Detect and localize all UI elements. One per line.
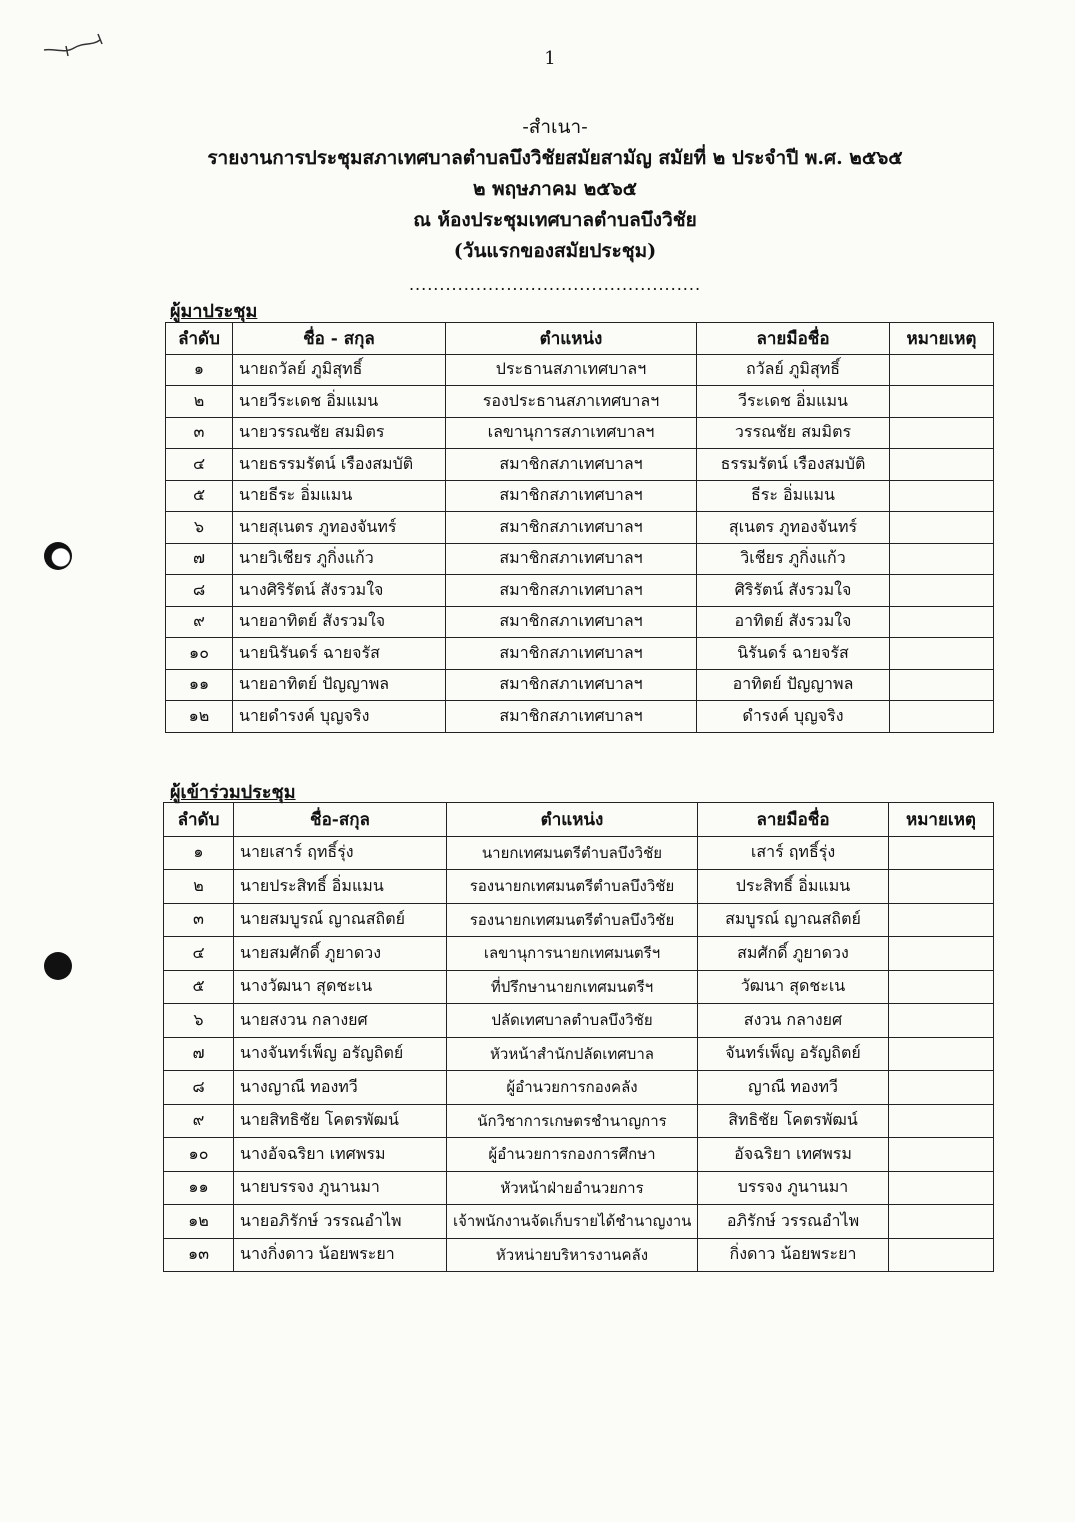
row-signature: บรรจง ภูนานมา — [698, 1171, 889, 1205]
row-position: สมาชิกสภาเทศบาลฯ — [446, 449, 697, 481]
row-order-number: ๙ — [164, 1104, 234, 1138]
row-position: สมาชิกสภาเทศบาลฯ — [446, 606, 697, 638]
table-row — [166, 543, 994, 575]
row-name: นายธรรมรัตน์ เรืองสมบัติ — [233, 449, 446, 481]
row-position: รองประธานสภาเทศบาลฯ — [446, 386, 697, 418]
table-row — [164, 970, 994, 1004]
document-header — [0, 112, 1075, 300]
row-signature: จันทร์เพ็ญ อรัญถิตย์ — [698, 1037, 889, 1071]
table-row — [164, 1138, 994, 1172]
row-signature: วรรณชัย สมมิตร — [697, 417, 890, 449]
row-remark — [889, 1037, 994, 1071]
row-remark — [890, 480, 994, 512]
row-position: เลขานุการสภาเทศบาลฯ — [446, 417, 697, 449]
row-signature: สงวน กลางยศ — [698, 1004, 889, 1038]
participants-section-title: ผู้เข้าร่วมประชุม — [170, 782, 296, 803]
table-row — [164, 1238, 994, 1272]
row-signature: ถวัลย์ ภูมิสุทธิ์ — [697, 354, 890, 386]
row-remark — [889, 903, 994, 937]
row-name: นายบรรจง ภูนานมา — [234, 1171, 447, 1205]
row-name: นายสงวน กลางยศ — [234, 1004, 447, 1038]
row-remark — [890, 386, 994, 418]
row-name: นายสมบูรณ์ ญาณสถิตย์ — [234, 903, 447, 937]
row-position: เลขานุการนายกเทศมนตรีฯ — [447, 937, 698, 971]
row-position: ผู้อำนวยการกองคลัง — [447, 1071, 698, 1105]
column-header-order: ลำดับ — [164, 803, 234, 837]
row-order-number: ๙ — [166, 606, 233, 638]
header-divider: ................................................ — [408, 275, 702, 294]
row-order-number: ๔ — [164, 937, 234, 971]
session-note: (วันแรกของสมัยประชุม) — [453, 240, 657, 262]
row-name: นางศิริรัตน์ สังรวมใจ — [233, 575, 446, 607]
row-signature: ศิริรัตน์ สังรวมใจ — [697, 575, 890, 607]
table-row — [164, 1205, 994, 1239]
row-name: นายวีระเดช อิ่มแมน — [233, 386, 446, 418]
row-order-number: ๒ — [166, 386, 233, 418]
attendees-table — [165, 322, 994, 733]
row-name: นายประสิทธิ์ อิ่มแมน — [234, 870, 447, 904]
row-order-number: ๕ — [164, 970, 234, 1004]
column-header-name: ชื่อ-สกุล — [234, 803, 447, 837]
row-signature: วิเชียร ภูกิ่งแก้ว — [697, 543, 890, 575]
row-signature: สิทธิชัย โคตรพัฒน์ — [698, 1104, 889, 1138]
row-name: นายนิรันดร์ ฉายจรัส — [233, 638, 446, 670]
row-signature: นิรันดร์ ฉายจรัส — [697, 638, 890, 670]
row-name: นางกิ่งดาว น้อยพระยา — [234, 1238, 447, 1272]
row-remark — [889, 970, 994, 1004]
column-header-position: ตำแหน่ง — [446, 323, 697, 355]
row-name: นางวัฒนา สุดชะเน — [234, 970, 447, 1004]
meeting-venue: ณ ห้องประชุมเทศบาลตำบลบึงวิชัย — [413, 209, 697, 231]
row-order-number: ๓ — [166, 417, 233, 449]
attendees-section-title: ผู้มาประชุม — [170, 301, 258, 322]
row-name: นางญาณี ทองทวี — [234, 1071, 447, 1105]
row-name: นายดำรงค์ บุญจริง — [233, 701, 446, 733]
row-signature: วัฒนา สุดชะเน — [698, 970, 889, 1004]
row-order-number: ๑๒ — [166, 701, 233, 733]
table-row — [164, 1071, 994, 1105]
document-title: รายงานการประชุมสภาเทศบาลตำบลบึงวิชัยสมัยสามัญ สมัยที่ ๒ ประจำปี พ.ศ. ๒๕๖๕ — [207, 147, 903, 169]
table-row — [164, 1171, 994, 1205]
table-row — [166, 417, 994, 449]
row-order-number: ๖ — [164, 1004, 234, 1038]
row-signature: วีระเดช อิ่มแมน — [697, 386, 890, 418]
row-position: ประธานสภาเทศบาลฯ — [446, 354, 697, 386]
column-header-order: ลำดับ — [166, 323, 233, 355]
row-position: นายกเทศมนตรีตำบลบึงวิชัย — [447, 836, 698, 870]
row-remark — [890, 417, 994, 449]
table-row — [166, 575, 994, 607]
row-signature: ดำรงค์ บุญจริง — [697, 701, 890, 733]
row-name: นายสุเนตร ภูทองจันทร์ — [233, 512, 446, 544]
row-order-number: ๒ — [164, 870, 234, 904]
row-remark — [889, 870, 994, 904]
row-name: นายอภิรักษ์ วรรณอำไพ — [234, 1205, 447, 1239]
row-position: สมาชิกสภาเทศบาลฯ — [446, 512, 697, 544]
row-remark — [890, 449, 994, 481]
row-signature: ธีระ อิ่มแมน — [697, 480, 890, 512]
table-row — [166, 449, 994, 481]
table-row — [164, 903, 994, 937]
row-remark — [890, 543, 994, 575]
row-position: ที่ปรึกษานายกเทศมนตรีฯ — [447, 970, 698, 1004]
row-name: นายอาทิตย์ ปัญญาพล — [233, 669, 446, 701]
row-signature: สมบูรณ์ ญาณสถิตย์ — [698, 903, 889, 937]
row-position: สมาชิกสภาเทศบาลฯ — [446, 543, 697, 575]
row-position: ผู้อำนวยการกองการศึกษา — [447, 1138, 698, 1172]
row-order-number: ๖ — [166, 512, 233, 544]
row-signature: อภิรักษ์ วรรณอำไพ — [698, 1205, 889, 1239]
column-header-signature: ลายมือชื่อ — [697, 323, 890, 355]
row-remark — [889, 937, 994, 971]
table-row — [166, 606, 994, 638]
row-signature: ประสิทธิ์ อิ่มแมน — [698, 870, 889, 904]
row-remark — [889, 1004, 994, 1038]
row-order-number: ๘ — [164, 1071, 234, 1105]
row-signature: อัจฉริยา เทศพรม — [698, 1138, 889, 1172]
meeting-date: ๒ พฤษภาคม ๒๕๖๕ — [472, 178, 638, 200]
copy-label: -สำเนา- — [522, 116, 588, 138]
column-header-remark: หมายเหตุ — [890, 323, 994, 355]
row-position: สมาชิกสภาเทศบาลฯ — [446, 669, 697, 701]
table-row — [164, 937, 994, 971]
row-order-number: ๓ — [164, 903, 234, 937]
row-position: หัวหน้าสำนักปลัดเทศบาล — [447, 1037, 698, 1071]
punch-hole-icon — [44, 542, 72, 570]
row-signature: อาทิตย์ สังรวมใจ — [697, 606, 890, 638]
row-name: นางอัจฉริยา เทศพรม — [234, 1138, 447, 1172]
row-remark — [890, 606, 994, 638]
row-order-number: ๑ — [166, 354, 233, 386]
row-position: สมาชิกสภาเทศบาลฯ — [446, 638, 697, 670]
page-number: 1 — [544, 48, 556, 69]
row-signature: สุเนตร ภูทองจันทร์ — [697, 512, 890, 544]
table-row — [166, 386, 994, 418]
row-position: หัวหน้าฝ่ายอำนวยการ — [447, 1171, 698, 1205]
column-header-signature: ลายมือชื่อ — [698, 803, 889, 837]
table-row — [166, 354, 994, 386]
table-header-row — [166, 323, 994, 355]
row-remark — [890, 638, 994, 670]
row-remark — [889, 1104, 994, 1138]
row-position: สมาชิกสภาเทศบาลฯ — [446, 701, 697, 733]
table-row — [166, 669, 994, 701]
row-signature: กิ่งดาว น้อยพระยา — [698, 1238, 889, 1272]
row-order-number: ๘ — [166, 575, 233, 607]
row-order-number: ๑ — [164, 836, 234, 870]
row-name: นายวิเชียร ภูกิ่งแก้ว — [233, 543, 446, 575]
row-signature: สมศักดิ์ ภูยาดวง — [698, 937, 889, 971]
row-remark — [889, 1171, 994, 1205]
row-order-number: ๑๑ — [166, 669, 233, 701]
row-order-number: ๑๑ — [164, 1171, 234, 1205]
table-row — [166, 701, 994, 733]
table-row — [164, 1004, 994, 1038]
row-remark — [890, 512, 994, 544]
row-order-number: ๑๓ — [164, 1238, 234, 1272]
row-order-number: ๕ — [166, 480, 233, 512]
row-order-number: ๑๐ — [166, 638, 233, 670]
row-order-number: ๗ — [166, 543, 233, 575]
row-name: นายวรรณชัย สมมิตร — [233, 417, 446, 449]
table-row — [166, 480, 994, 512]
row-signature: เสาร์ ฤทธิ์รุ่ง — [698, 836, 889, 870]
row-position: นักวิชาการเกษตรชำนาญการ — [447, 1104, 698, 1138]
row-name: นายธีระ อิ่มแมน — [233, 480, 446, 512]
row-order-number: ๑๐ — [164, 1138, 234, 1172]
participants-table — [163, 802, 994, 1272]
row-signature: ญาณี ทองทวี — [698, 1071, 889, 1105]
row-position: หัวหน่ายบริหารงานคลัง — [447, 1238, 698, 1272]
row-remark — [889, 1071, 994, 1105]
table-row — [164, 1104, 994, 1138]
row-order-number: ๗ — [164, 1037, 234, 1071]
row-remark — [890, 701, 994, 733]
row-order-number: ๔ — [166, 449, 233, 481]
row-name: นายสมศักดิ์ ภูยาดวง — [234, 937, 447, 971]
row-signature: ธรรมรัตน์ เรืองสมบัติ — [697, 449, 890, 481]
row-position: ปลัดเทศบาลตำบลบึงวิชัย — [447, 1004, 698, 1038]
row-name: นายอาทิตย์ สังรวมใจ — [233, 606, 446, 638]
row-remark — [889, 1238, 994, 1272]
row-remark — [889, 1205, 994, 1239]
row-remark — [889, 836, 994, 870]
row-remark — [890, 575, 994, 607]
row-name: นางจันทร์เพ็ญ อรัญถิตย์ — [234, 1037, 447, 1071]
table-row — [164, 836, 994, 870]
row-order-number: ๑๒ — [164, 1205, 234, 1239]
row-remark — [889, 1138, 994, 1172]
row-name: นายถวัลย์ ภูมิสุทธิ์ — [233, 354, 446, 386]
row-position: เจ้าพนักงานจัดเก็บรายได้ชำนาญงาน — [447, 1205, 698, 1239]
column-header-remark: หมายเหตุ — [889, 803, 994, 837]
row-remark — [890, 354, 994, 386]
table-row — [164, 870, 994, 904]
column-header-name: ชื่อ - สกุล — [233, 323, 446, 355]
table-row — [166, 512, 994, 544]
row-position: สมาชิกสภาเทศบาลฯ — [446, 575, 697, 607]
row-name: นายเสาร์ ฤทธิ์รุ่ง — [234, 836, 447, 870]
table-header-row — [164, 803, 994, 837]
column-header-position: ตำแหน่ง — [447, 803, 698, 837]
row-position: รองนายกเทศมนตรีตำบลบึงวิชัย — [447, 903, 698, 937]
row-name: นายสิทธิชัย โคตรพัฒน์ — [234, 1104, 447, 1138]
row-position: รองนายกเทศมนตรีตำบลบึงวิชัย — [447, 870, 698, 904]
punch-hole-icon — [44, 952, 72, 980]
row-position: สมาชิกสภาเทศบาลฯ — [446, 480, 697, 512]
row-signature: อาทิตย์ ปัญญาพล — [697, 669, 890, 701]
table-row — [166, 638, 994, 670]
table-row — [164, 1037, 994, 1071]
row-remark — [890, 669, 994, 701]
